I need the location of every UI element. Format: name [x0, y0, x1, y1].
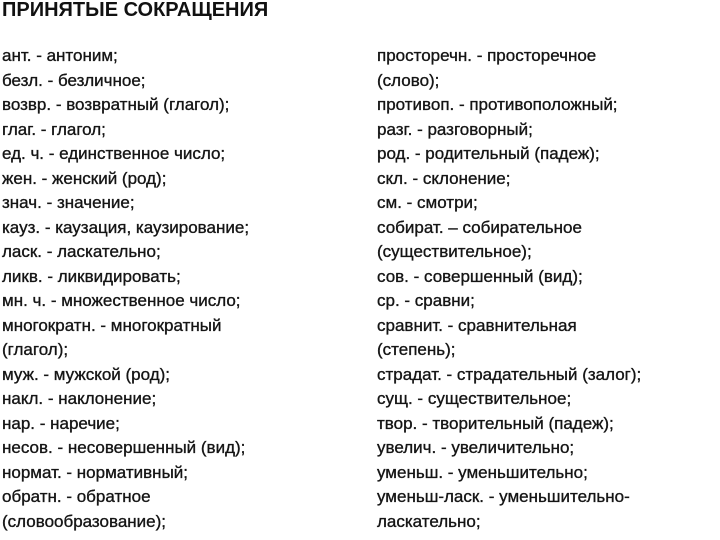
abbreviation-entry: скл. - склонение;: [377, 168, 511, 188]
abbreviation-entry: противоп. - противоположный;: [377, 95, 618, 114]
abbreviation-entry: собират. – собирательное: [377, 217, 582, 237]
abbreviation-entry: знач. - значение;: [2, 193, 135, 212]
abbreviation-entry: сущ. - существительное;: [377, 389, 572, 408]
abbreviation-entry: ср. - сравни;: [377, 291, 475, 310]
abbreviation-entry: несов. - несовершенный (вид);: [2, 438, 246, 457]
abbreviation-entry: возвр. - возвратный (глагол);: [2, 95, 230, 114]
abbreviation-entry: ласк. - ласкательно;: [2, 242, 161, 261]
abbreviation-entry: накл. - наклонение;: [2, 389, 157, 408]
abbreviation-entry-continuation: (словообразование);: [2, 511, 167, 531]
abbreviation-entry: кауз. - каузация, каузирование;: [2, 217, 250, 237]
abbreviation-entry: ант. - антоним;: [2, 46, 118, 65]
abbreviation-entry: мн. ч. - множественное число;: [2, 291, 241, 310]
abbreviation-entry: глаг. - глагол;: [2, 119, 106, 139]
abbreviation-entry: твор. - творительный (падеж);: [377, 413, 614, 433]
abbreviation-entry: род. - родительный (падеж);: [377, 144, 600, 163]
abbreviation-entry: увелич. - увеличительно;: [377, 438, 575, 457]
abbreviation-entry: нормат. - нормативный;: [2, 462, 189, 482]
abbreviation-entry: жен. - женский (род);: [2, 168, 167, 188]
abbreviation-entry: сравнит. - сравнительная: [377, 315, 577, 335]
abbreviation-entry: обратн. - обратное: [2, 487, 151, 506]
abbreviation-entry: просторечн. - просторечное: [377, 46, 597, 65]
abbreviations-right-column: [377, 44, 720, 534]
abbreviation-entry: уменьш-ласк. - уменьшительно-: [377, 487, 630, 506]
abbreviation-entry-continuation: (степень);: [377, 340, 456, 359]
abbreviation-entry: страдат. - страдательный (залог);: [377, 364, 642, 384]
abbreviation-entry: ед. ч. - единственное число;: [2, 144, 226, 163]
abbreviation-entry: см. - смотри;: [377, 193, 478, 212]
abbreviation-entry: безл. - безличное;: [2, 70, 146, 90]
page-title: ПРИНЯТЫЕ СОКРАЩЕНИЯ: [2, 0, 269, 21]
abbreviation-entry: уменьш. - уменьшительно;: [377, 462, 588, 482]
abbreviation-entry: разг. - разговорный;: [377, 119, 533, 139]
abbreviation-entry-continuation: (слово);: [377, 70, 440, 90]
abbreviations-left-column: [2, 44, 347, 534]
abbreviation-entry: ликв. - ликвидировать;: [2, 266, 181, 286]
abbreviation-entry: многократн. - многократный: [2, 315, 222, 335]
abbreviation-entry: муж. - мужской (род);: [2, 364, 171, 384]
abbreviation-entry-continuation: (существительное);: [377, 242, 532, 261]
abbreviation-entry-continuation: (глагол);: [2, 340, 69, 359]
abbreviation-entry: сов. - совершенный (вид);: [377, 266, 583, 286]
abbreviation-entry-continuation: ласкательно;: [377, 511, 481, 531]
abbreviation-entry: нар. - наречие;: [2, 413, 120, 433]
